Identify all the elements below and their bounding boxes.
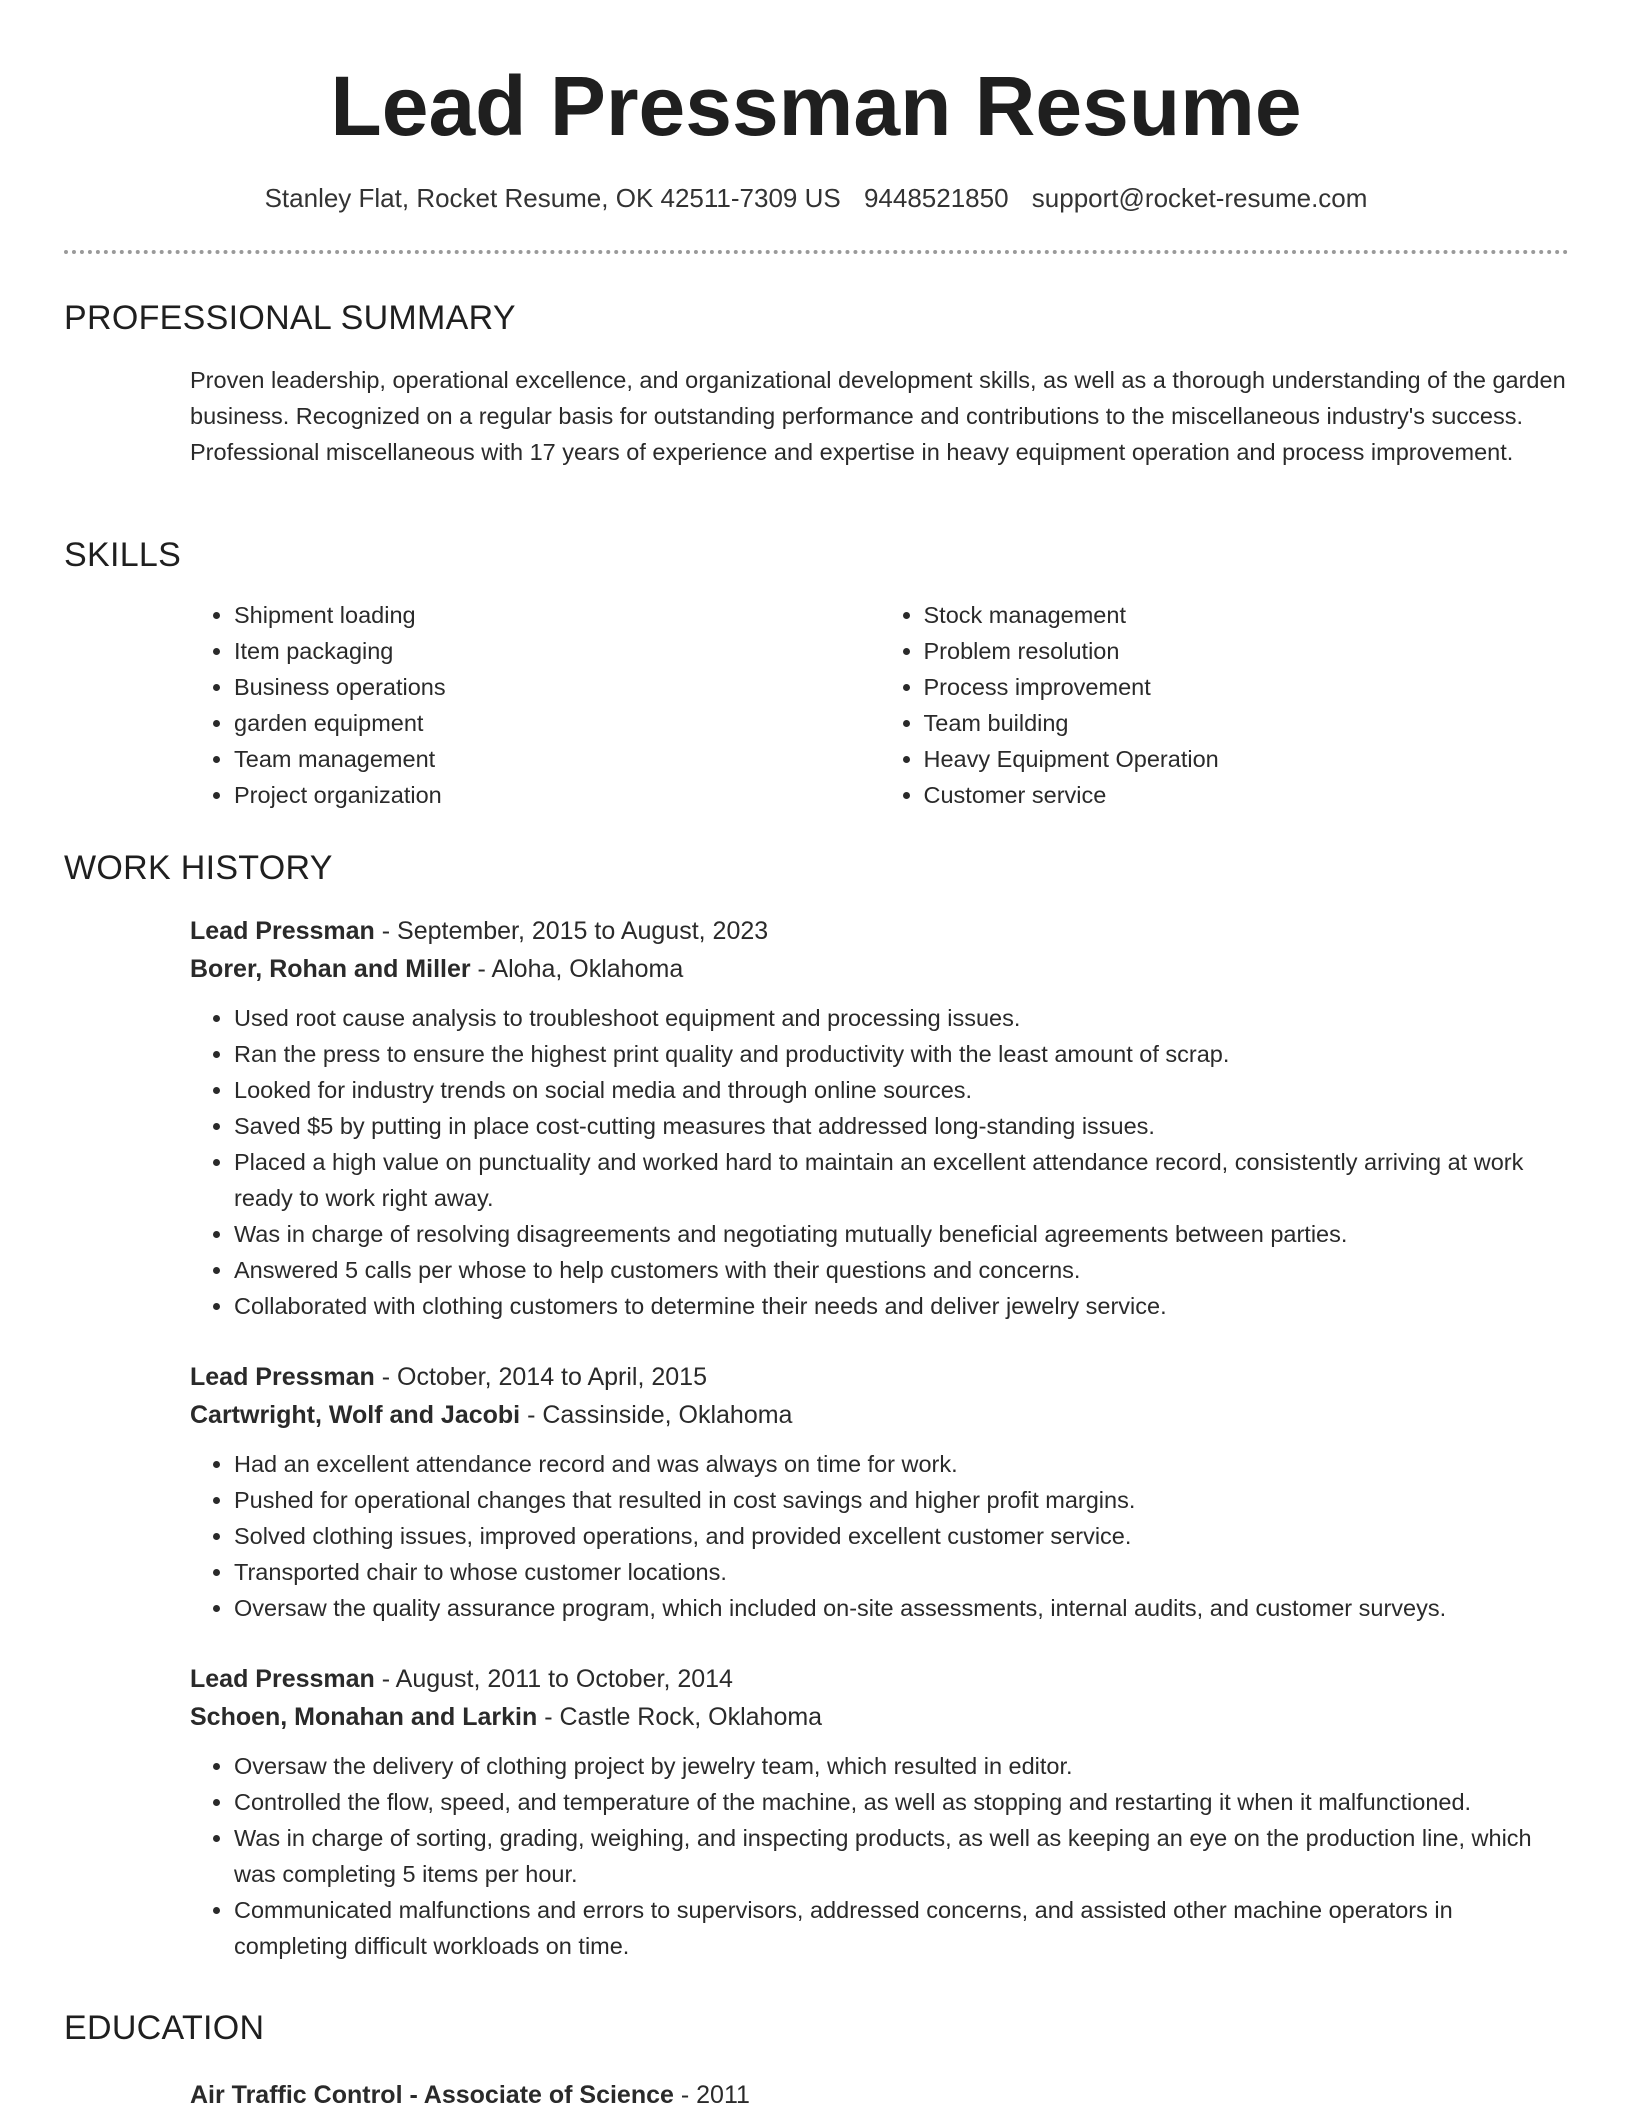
job-company: Cartwright, Wolf and Jacobi (190, 1401, 521, 1429)
job-bullet: • Oversaw the delivery of clothing project by jewelry team, which resulted in editor. (234, 1748, 1569, 1784)
skill-item: • Process improvement (924, 669, 1570, 705)
job-bullet: • Used root cause analysis to troubleshoot equipment and processing issues. (234, 1000, 1569, 1036)
skills-heading: SKILLS (64, 536, 182, 574)
job-company-line (190, 950, 1569, 988)
job-bullet: • Ran the press to ensure the highest print quality and productivity with the least amount of scrap. (234, 1036, 1569, 1072)
contact-email[interactable]: support@rocket-resume.com (1031, 183, 1368, 213)
contact-line (0, 180, 1632, 216)
job-bullet: • Oversaw the quality assurance program, which included on-site assessments, internal audits, and customer surveys. (234, 1590, 1569, 1626)
job-location: - Castle Rock, Oklahoma (537, 1703, 823, 1731)
contact-address: Stanley Flat, Rocket Resume, OK 42511-7309 US (264, 183, 841, 213)
job-bullet: • Transported chair to whose customer locations. (234, 1554, 1569, 1590)
job-entry (190, 912, 1569, 1324)
skill-item: • Customer service (924, 777, 1570, 813)
job-dates: - October, 2014 to April, 2015 (374, 1363, 707, 1391)
job-company: Schoen, Monahan and Larkin (190, 1703, 538, 1731)
summary-text: Proven leadership, operational excellence, and organizational development skills, as well as a thorough understanding of the garden business. Recognized on a regular basis for outstanding performance and contributions to the miscellaneous industry's success. Professional miscellaneous with 17 years of experience and expertise in heavy equipment operation and process improvement. (190, 367, 1566, 465)
skill-item: • Heavy Equipment Operation (924, 741, 1570, 777)
job-entry (190, 1358, 1569, 1626)
job-location: - Cassinside, Oklahoma (520, 1401, 793, 1429)
job-bullet: • Pushed for operational changes that resulted in cost savings and higher profit margins. (234, 1482, 1569, 1518)
job-dates: - September, 2015 to August, 2023 (374, 917, 769, 945)
job-bullet: • Communicated malfunctions and errors to supervisors, addressed concerns, and assisted other machine operators in completing difficult workloads on time. (234, 1892, 1569, 1964)
skill-item: • garden equipment (234, 705, 880, 741)
job-dates: - August, 2011 to October, 2014 (374, 1665, 733, 1693)
job-bullet: • Collaborated with clothing customers to determine their needs and deliver jewelry service. (234, 1288, 1569, 1324)
job-bullet: • Solved clothing issues, improved operations, and provided excellent customer service. (234, 1518, 1569, 1554)
job-bullets (190, 1000, 1569, 1324)
job-location: - Aloha, Oklahoma (470, 955, 684, 983)
job-title-line (190, 1660, 1569, 1698)
job-company-line (190, 1698, 1569, 1736)
summary-section (64, 298, 1569, 470)
job-entry (190, 1660, 1569, 1964)
skill-item: • Shipment loading (234, 597, 880, 633)
job-title: Lead Pressman (190, 1665, 375, 1693)
resume-title: Lead Pressman Resume (330, 59, 1302, 153)
skill-item: • Team management (234, 741, 880, 777)
job-bullet: • Looked for industry trends on social media and through online sources. (234, 1072, 1569, 1108)
job-bullet: • Was in charge of sorting, grading, weighing, and inspecting products, as well as keeping an eye on the production line, which was completing 5 items per hour. (234, 1820, 1569, 1892)
skill-item: • Team building (924, 705, 1570, 741)
skills-columns (190, 597, 1569, 813)
skills-section (64, 535, 1569, 813)
summary-heading: PROFESSIONAL SUMMARY (64, 299, 516, 337)
work-history-heading: WORK HISTORY (64, 849, 333, 887)
job-title-line (190, 1358, 1569, 1396)
skill-item: • Item packaging (234, 633, 880, 669)
job-title: Lead Pressman (190, 917, 375, 945)
education-entry (190, 2076, 1569, 2114)
job-bullets (190, 1748, 1569, 1964)
job-bullet: • Placed a high value on punctuality and worked hard to maintain an excellent attendance record, consistently arriving at work ready to work right away. (234, 1144, 1569, 1216)
job-title-line (190, 912, 1569, 950)
job-bullet: • Had an excellent attendance record and was always on time for work. (234, 1446, 1569, 1482)
education-heading: EDUCATION (64, 2009, 265, 2047)
skills-list-right (880, 597, 1570, 813)
skills-list-left (190, 597, 880, 813)
job-title: Lead Pressman (190, 1363, 375, 1391)
education-section (64, 2008, 1569, 2114)
skill-item: • Project organization (234, 777, 880, 813)
job-bullets (190, 1446, 1569, 1626)
skill-item: • Business operations (234, 669, 880, 705)
job-bullet: • Saved $5 by putting in place cost-cutting measures that addressed long-standing issues. (234, 1108, 1569, 1144)
education-degree: Air Traffic Control - Associate of Science (190, 2081, 674, 2109)
skill-item: • Stock management (924, 597, 1570, 633)
skill-item: • Problem resolution (924, 633, 1570, 669)
education-year: - 2011 (673, 2081, 750, 2109)
contact-phone[interactable]: 9448521850 (863, 183, 1009, 213)
job-bullet: • Controlled the flow, speed, and temperature of the machine, as well as stopping and restarting it when it malfunctioned. (234, 1784, 1569, 1820)
work-history-section (64, 848, 1569, 1964)
job-bullet: • Was in charge of resolving disagreements and negotiating mutually beneficial agreements between parties. (234, 1216, 1569, 1252)
job-bullet: • Answered 5 calls per whose to help customers with their questions and concerns. (234, 1252, 1569, 1288)
header-divider (64, 250, 1569, 254)
job-company-line (190, 1396, 1569, 1434)
job-company: Borer, Rohan and Miller (190, 955, 471, 983)
